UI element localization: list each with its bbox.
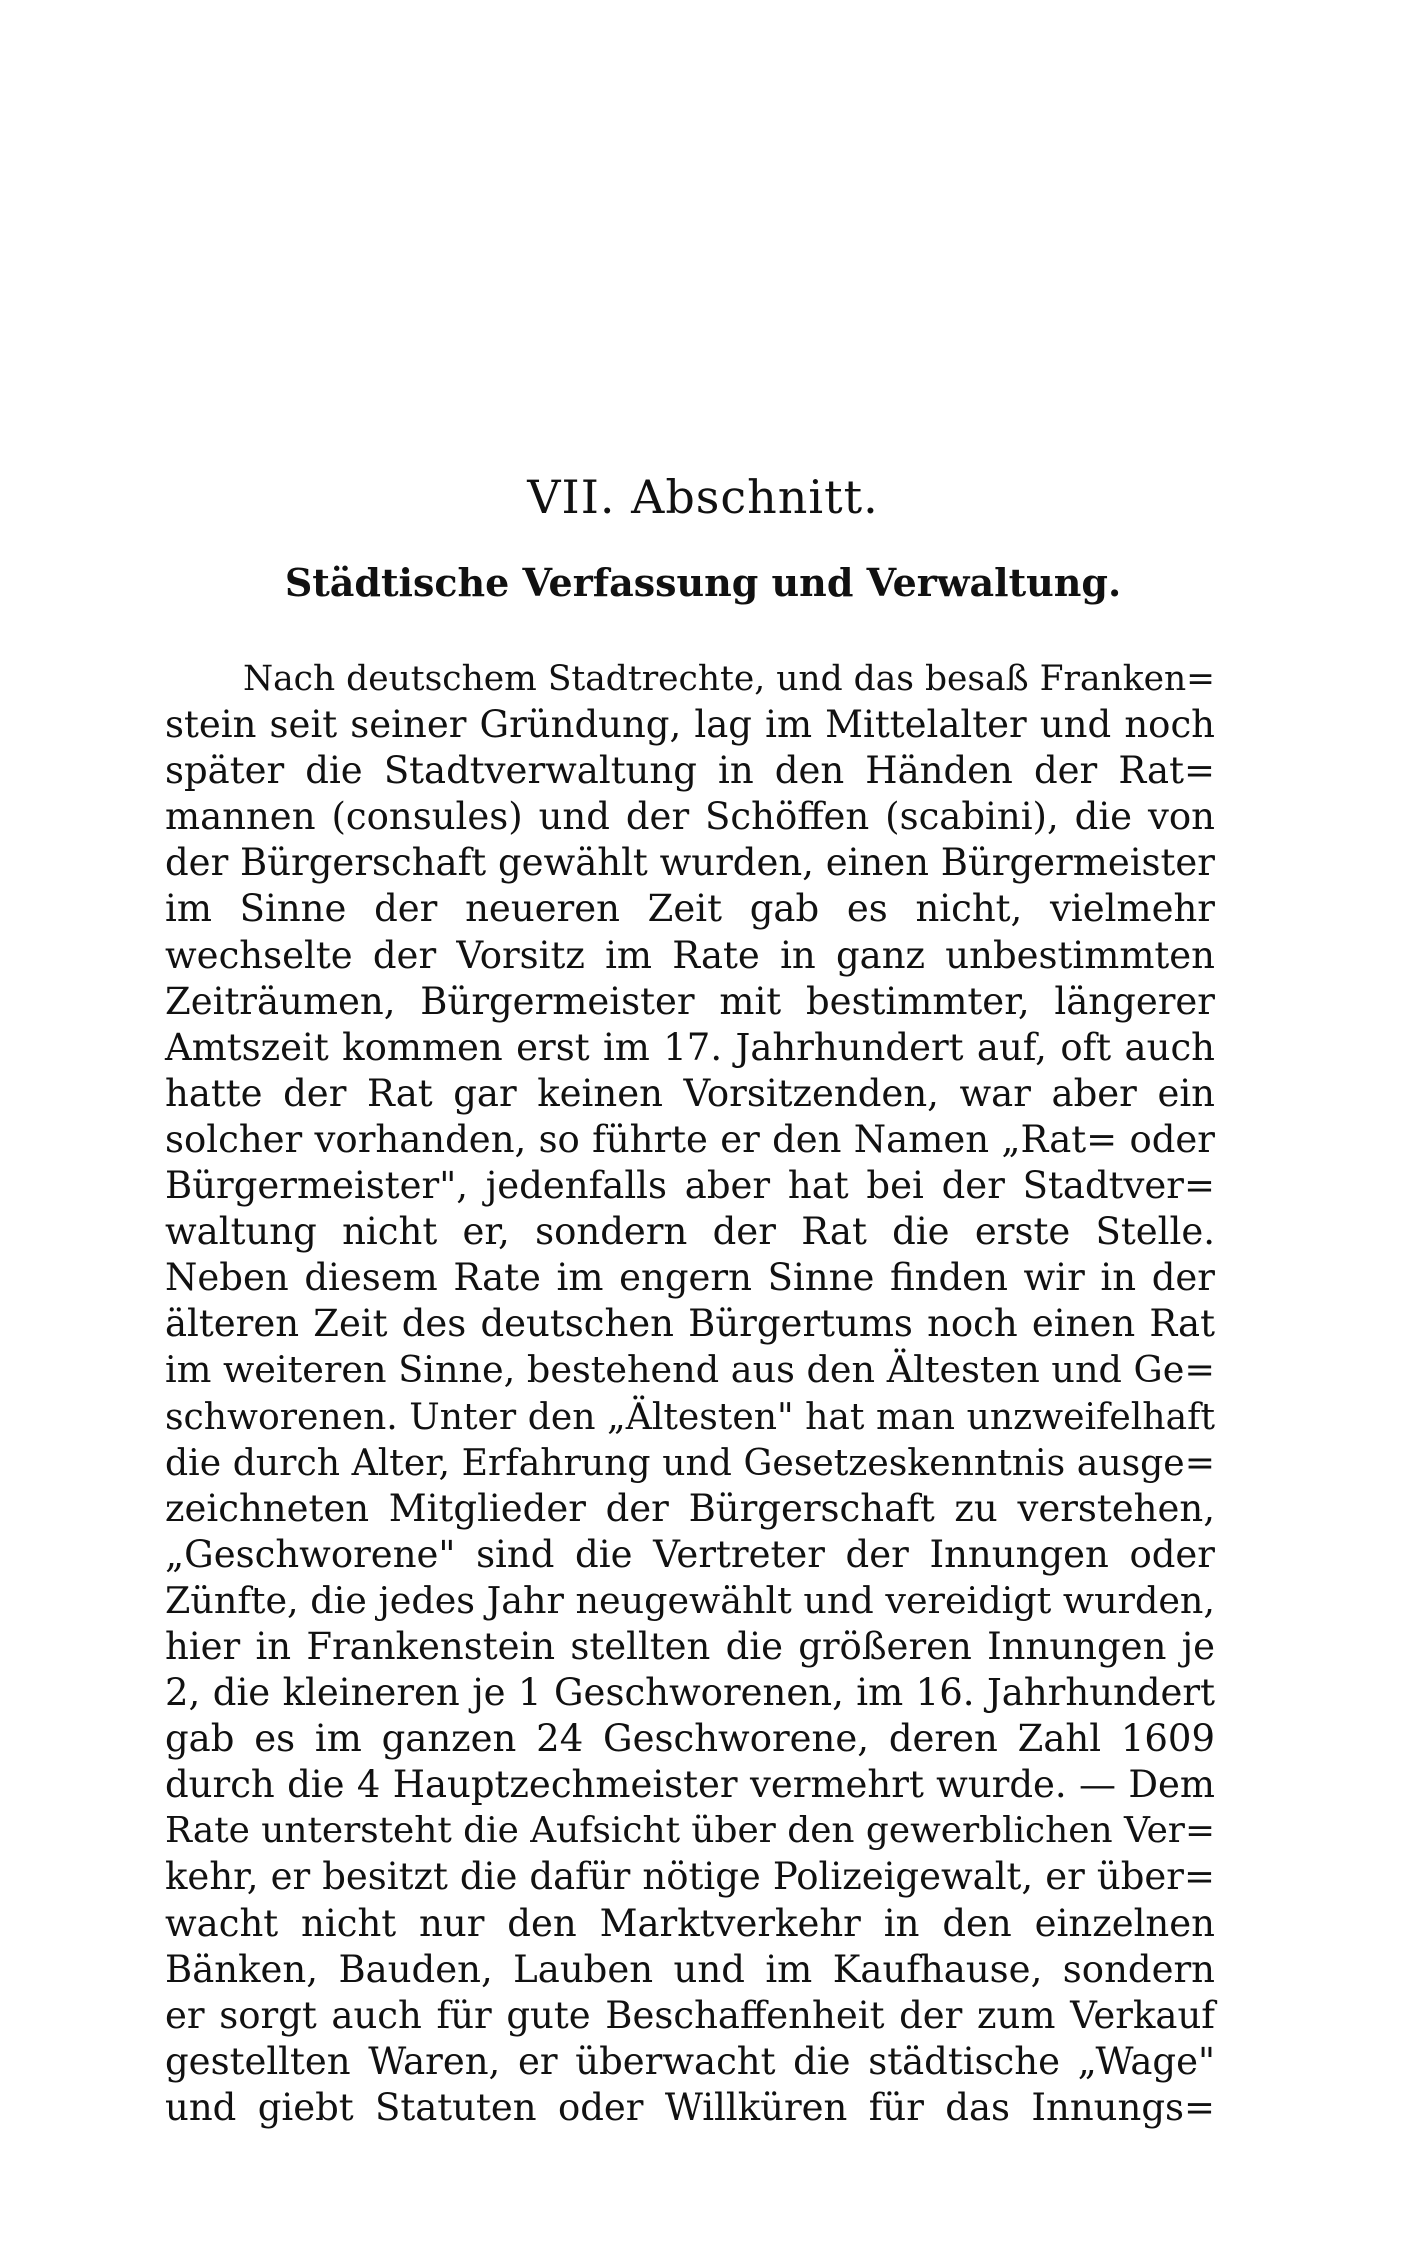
text-line: im Sinne der neueren Zeit gab es nicht, vielmehr (165, 887, 1215, 931)
text-line: hier in Frankenstein stellten die größeren Innungen je (165, 1624, 1215, 1668)
text-line: durch die 4 Hauptzechmeister vermehrt wurde. — Dem (165, 1763, 1215, 1807)
text-line: Neben diesem Rate im engern Sinne finden wir in der (165, 1256, 1215, 1300)
text-line: Nach deutschem Stadtrechte, und das besaß Franken= (243, 659, 1215, 699)
text-line: mannen (consules) und der Schöffen (scabini), die von (165, 795, 1215, 839)
body-paragraph (165, 656, 1215, 2131)
text-line: Zünfte, die jedes Jahr neugewählt und vereidigt wurden, (165, 1578, 1215, 1622)
text-line: 2, die kleineren je 1 Geschworenen, im 16. Jahrhundert (165, 1671, 1215, 1715)
text-line: solcher vorhanden, so führte er den Namen „Rat= oder (165, 1117, 1215, 1161)
text-line: „Geschworene" sind die Vertreter der Innungen oder (165, 1532, 1215, 1576)
text-line: später die Stadtverwaltung in den Händen der Rat= (165, 749, 1215, 793)
text-line: waltung nicht er, sondern der Rat die erste Stelle. (165, 1210, 1215, 1254)
text-line: und giebt Statuten oder Willküren für das Innungs= (165, 2085, 1215, 2129)
text-line: zeichneten Mitglieder der Bürgerschaft zu verstehen, (165, 1486, 1215, 1530)
text-line: Rate untersteht die Aufsicht über den gewerblichen Ver= (165, 1810, 1215, 1852)
text-line: kehr, er besitzt die dafür nötige Polizeigewalt, er über= (165, 1855, 1215, 1899)
text-line: gestellten Waren, er überwacht die städtische „Wage" (165, 2039, 1215, 2083)
text-line: älteren Zeit des deutschen Bürgertums noch einen Rat (165, 1302, 1215, 1346)
text-line: wacht nicht nur den Marktverkehr in den einzelnen (165, 1901, 1215, 1945)
text-line: er sorgt auch für gute Beschaffenheit der zum Verkauf (165, 1993, 1215, 2037)
text-line: wechselte der Vorsitz im Rate in ganz unbestimmten (165, 933, 1215, 977)
text-line: Amtszeit kommen erst im 17. Jahrhundert auf, oft auch (165, 1025, 1215, 1069)
text-line: Zeiträumen, Bürgermeister mit bestimmter, längerer (165, 979, 1215, 1023)
text-line: stein seit seiner Gründung, lag im Mittelalter und noch (165, 703, 1215, 747)
text-line: im weiteren Sinne, bestehend aus den Ältesten und Ge= (165, 1348, 1215, 1392)
text-line: Bänken, Bauden, Lauben und im Kaufhause, sondern (165, 1947, 1215, 1991)
text-line: schworenen. Unter den „Ältesten" hat man unzweifelhaft (165, 1394, 1215, 1438)
text-line: hatte der Rat gar keinen Vorsitzenden, war aber ein (165, 1071, 1215, 1115)
text-line: Bürgermeister", jedenfalls aber hat bei der Stadtver= (165, 1164, 1215, 1208)
section-heading: VII. Abschnitt. (527, 470, 879, 524)
text-line: die durch Alter, Erfahrung und Gesetzeskenntnis ausge= (165, 1440, 1215, 1484)
text-line: der Bürgerschaft gewählt wurden, einen Bürgermeister (165, 841, 1215, 885)
text-line: gab es im ganzen 24 Geschworene, deren Zahl 1609 (165, 1717, 1215, 1761)
section-subheading: Städtische Verfassung und Verwaltung. (284, 560, 1122, 605)
